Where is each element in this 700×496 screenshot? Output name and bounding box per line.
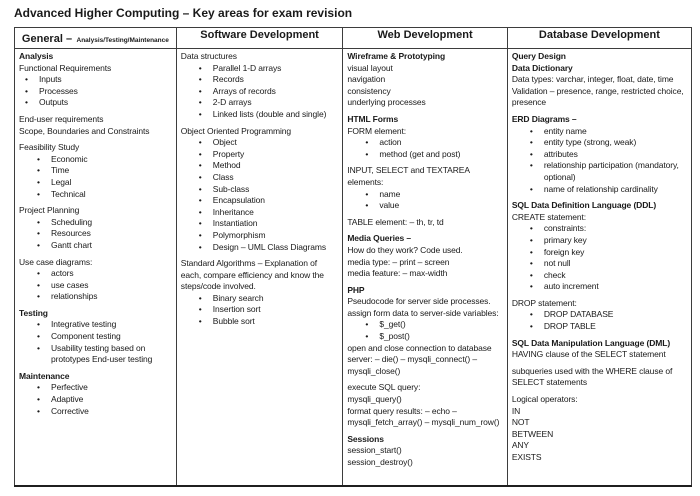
text-line: IN	[511, 405, 521, 416]
bullet-item: • action	[347, 137, 504, 149]
text-line: Feasibility Study	[19, 142, 80, 153]
bullet-item: • Method	[181, 160, 340, 172]
bullet-list	[512, 126, 688, 196]
bullet-item: • Arrays of records	[181, 86, 340, 98]
bullet-item: • Usability testing based on prototypes End-user testing	[19, 343, 173, 366]
bullet-item: • entity type (strong, weak)	[512, 137, 688, 149]
bullet-item: • Property	[181, 149, 340, 161]
bullet-item: • DROP DATABASE	[512, 309, 688, 321]
bullet-item: • Processes	[19, 86, 173, 98]
header-database-text: Database Development	[538, 29, 660, 41]
text-line: Data structures	[180, 51, 237, 61]
text-line: DROP statement:	[511, 297, 577, 308]
bullet-item: • constraints:	[512, 223, 688, 235]
text-line: media type: – print – screen	[347, 256, 450, 267]
bullet-list	[181, 137, 340, 253]
text-line: Use case diagrams:	[19, 256, 93, 267]
column-body-database	[507, 49, 691, 487]
section-heading: Wireframe & Prototyping	[347, 51, 446, 61]
header-software-text: Software Development	[200, 29, 319, 41]
section-heading: SQL Data Manipulation Language (DML)	[511, 337, 671, 348]
column-body-web	[343, 49, 508, 487]
bullet-item: • Component testing	[19, 331, 173, 343]
bullet-item: • foreign key	[512, 247, 688, 259]
bullet-item: • Encapsulation	[181, 195, 340, 207]
text-line: session_destroy()	[347, 457, 413, 467]
bullet-item: • Legal	[19, 177, 173, 189]
column-header-general-text	[15, 28, 176, 48]
bullet-item: • value	[347, 200, 504, 212]
bullet-item: • name	[347, 189, 504, 201]
text-line: ANY	[511, 440, 530, 451]
text-line: Project Planning	[19, 205, 80, 216]
text-line: mysqli_query()	[347, 394, 402, 405]
text-line: assign form data to server-side variables:	[347, 307, 499, 318]
section-heading: Media Queries –	[347, 233, 412, 244]
bullet-item: • Polymorphism	[181, 230, 340, 242]
bullet-item: • Integrative testing	[19, 319, 173, 331]
section-heading: Data Dictionary	[511, 62, 573, 73]
revision-table	[14, 27, 692, 487]
bullet-item: • relationship participation (mandatory, optional)	[512, 160, 688, 183]
bullet-item: • Resources	[19, 228, 173, 240]
web-cell-content	[343, 49, 507, 485]
page-title: Advanced Higher Computing – Key areas for exam revision	[14, 6, 353, 20]
text-line: Scope, Boundaries and Constraints	[19, 125, 150, 136]
bullet-item: • name of relationship cardinality	[512, 184, 688, 196]
bullet-item: • Linked lists (double and single)	[181, 109, 340, 121]
text-line: End-user requirements	[19, 113, 104, 124]
bullet-list	[19, 268, 173, 303]
bullet-item: • relationships	[19, 291, 173, 303]
header-row	[15, 28, 692, 49]
bullet-item: • method (get and post)	[347, 149, 504, 161]
bullet-list	[347, 137, 504, 160]
section-heading: Maintenance	[19, 370, 70, 381]
text-line: Pseudocode for server side processes.	[347, 296, 491, 307]
text-line: Data types: varchar, integer, float, date, time	[511, 74, 674, 85]
column-header-general	[15, 28, 177, 49]
bullet-item: • Economic	[19, 154, 173, 166]
bullet-list	[181, 293, 340, 328]
column-header-web	[343, 28, 508, 49]
bullet-item: • Adaptive	[19, 394, 173, 406]
bullet-item: • Object	[181, 137, 340, 149]
header-general-sub: Analysis/Testing/Maintenance	[76, 37, 169, 44]
bullet-item: • entity name	[512, 126, 688, 138]
text-line: subqueries used with the WHERE clause of SELECT statements	[511, 365, 673, 388]
bullet-list	[512, 309, 688, 332]
bullet-list	[347, 189, 504, 212]
bullet-item: • use cases	[19, 280, 173, 292]
bullet-item: • Binary search	[181, 293, 340, 305]
bullet-item: • DROP TABLE	[512, 321, 688, 333]
text-line: session_start()	[347, 445, 402, 456]
bullet-item: • Scheduling	[19, 217, 173, 229]
bullet-item: • Bubble sort	[181, 316, 340, 328]
bullet-list	[19, 74, 173, 109]
bullet-item: • Records	[181, 74, 340, 86]
bullet-item: • Parallel 1-D arrays	[181, 63, 340, 75]
section-heading: Analysis	[19, 51, 54, 61]
section-heading: Query Design	[511, 51, 566, 61]
general-cell-content	[15, 49, 176, 485]
header-general-main: General –	[21, 33, 73, 45]
column-body-software	[176, 49, 343, 487]
text-line: Object Oriented Programming	[180, 125, 292, 136]
text-line: visual layout	[347, 62, 393, 73]
text-line: execute SQL query:	[347, 382, 421, 393]
text-line: Standard Algorithms – Explanation of each, compare efficiency and know the steps/code involved.	[180, 258, 324, 292]
bullet-item: • attributes	[512, 149, 688, 161]
bullet-list	[19, 319, 173, 365]
bullet-item: • auto increment	[512, 281, 688, 293]
bullet-item: • Inputs	[19, 74, 173, 86]
bullet-list	[19, 217, 173, 252]
text-line: NOT	[511, 417, 530, 428]
text-line: How do they work? Code used.	[347, 244, 463, 255]
text-line: consistency	[347, 85, 391, 96]
bullet-item: • Insertion sort	[181, 304, 340, 316]
bullet-item: • $_get()	[347, 319, 504, 331]
text-line: Functional Requirements	[19, 62, 112, 73]
text-line: BETWEEN	[511, 428, 554, 439]
bullet-list	[19, 154, 173, 200]
database-cell-content	[508, 49, 691, 485]
bullet-item: • Perfective	[19, 382, 173, 394]
bullet-item: • Technical	[19, 189, 173, 201]
section-heading: SQL Data Definition Language (DDL)	[511, 200, 657, 211]
bullet-item: • Gantt chart	[19, 240, 173, 252]
text-line: FORM element:	[347, 125, 407, 136]
text-line: underlying processes	[347, 97, 426, 108]
column-header-software	[176, 28, 343, 49]
bullet-item: • check	[512, 270, 688, 282]
bullet-list	[19, 382, 173, 417]
text-line: navigation	[347, 74, 386, 85]
bullet-item: • Design – UML Class Diagrams	[181, 242, 340, 254]
bullet-item: • actors	[19, 268, 173, 280]
bullet-item: • not null	[512, 258, 688, 270]
text-line: Logical operators:	[511, 394, 578, 405]
section-heading: HTML Forms	[347, 113, 399, 124]
bullet-item: • Instantiation	[181, 218, 340, 230]
bullet-item: • Time	[19, 165, 173, 177]
bullet-item: • Outputs	[19, 97, 173, 109]
body-row	[15, 49, 692, 487]
text-line: HAVING clause of the SELECT statement	[511, 349, 666, 360]
text-line: TABLE element: – th, tr, td	[347, 216, 444, 227]
section-heading: Testing	[19, 307, 48, 318]
bullet-list	[181, 63, 340, 121]
text-line: format query results: – echo – mysqli_fetch_array() – mysqli_num_row()	[347, 405, 500, 428]
bullet-item: • Corrective	[19, 406, 173, 418]
section-heading: Sessions	[347, 433, 384, 444]
bullet-item: • Class	[181, 172, 340, 184]
text-line: open and close connection to database server: – die() – mysqli_connect() – mysqli_close()	[347, 342, 492, 376]
bullet-item: • $_post()	[347, 331, 504, 343]
section-heading: ERD Diagrams –	[511, 113, 577, 124]
section-heading: PHP	[347, 284, 365, 295]
text-line: INPUT, SELECT and TEXTAREA elements:	[347, 165, 470, 187]
bullet-list	[347, 319, 504, 342]
header-web-text: Web Development	[377, 29, 473, 41]
text-line: Validation – presence, range, restricted choice, presence	[511, 85, 684, 108]
software-cell-content	[177, 49, 343, 485]
bullet-item: • 2-D arrays	[181, 97, 340, 109]
bullet-item: • primary key	[512, 235, 688, 247]
bullet-list	[512, 223, 688, 293]
column-body-general	[15, 49, 177, 487]
text-line: EXISTS	[511, 452, 542, 462]
bullet-item: • Inheritance	[181, 207, 340, 219]
text-line: CREATE statement:	[511, 211, 587, 222]
text-line: media feature: – max-width	[347, 268, 448, 279]
bullet-item: • Sub-class	[181, 184, 340, 196]
column-header-database	[507, 28, 691, 49]
